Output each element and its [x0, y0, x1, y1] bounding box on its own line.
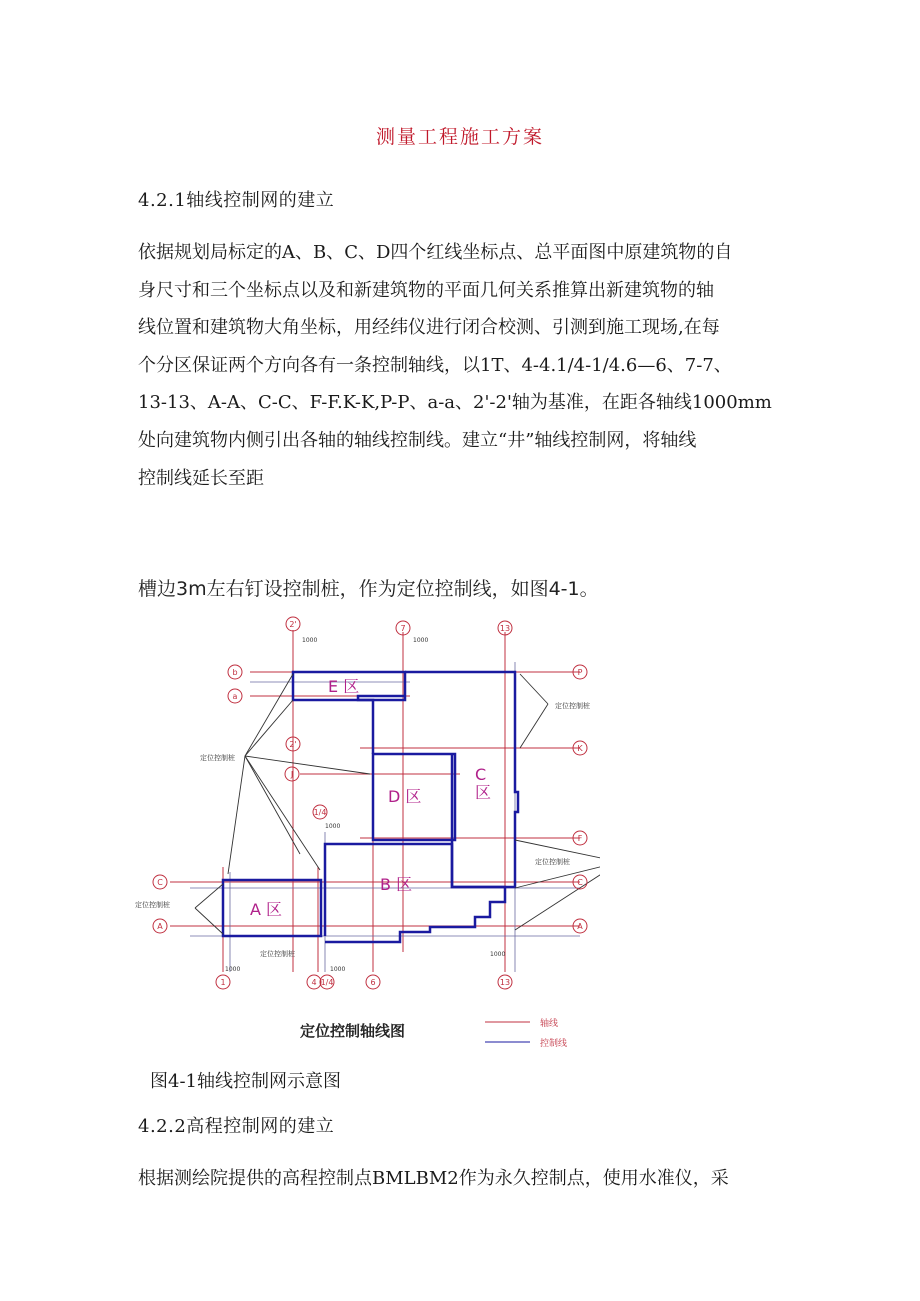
dimension-label: 1000	[413, 637, 429, 644]
dimension-label: 1000	[330, 966, 346, 973]
pointer-line	[245, 700, 293, 756]
paragraph-line: 根据测绘院提供的高程控制点BMLBM2作为永久控制点，使用水准仪，采	[138, 1168, 729, 1189]
control-pile-notes	[135, 701, 590, 958]
pointer-line	[228, 756, 245, 874]
control-pile-label: 定位控制桩	[555, 702, 590, 710]
legend-axis-label: 轴线	[540, 1019, 559, 1029]
paragraph-line: 线位置和建筑物大角坐标，用经纬仪进行闭合校测、引测到施工现场,在每	[138, 317, 720, 339]
dimension-label: 1000	[490, 951, 506, 958]
zone-label-c-suffix: 区	[475, 783, 492, 802]
axis-label: 13	[499, 978, 511, 987]
control-pile-label: 定位控制桩	[135, 901, 170, 909]
control-pile-label: 定位控制桩	[200, 754, 235, 762]
paragraph-line: 依据规划局标定的A、B、C、D四个红线坐标点、总平面图中原建筑物的自	[138, 242, 733, 263]
zone-label-b: B 区	[380, 875, 413, 894]
paragraph-line: 身尺寸和三个坐标点以及和新建筑物的平面几何关系推算出新建筑物的轴	[138, 279, 714, 301]
paragraph-elevation-control	[138, 1160, 798, 1198]
paragraph-line: 个分区保证两个方向各有一条控制轴线，以1T、4-4.1/4-1/4.6—6、7-7、	[138, 354, 732, 376]
zone-label-e: E 区	[328, 677, 360, 696]
axis-label: A	[157, 922, 163, 931]
pointer-line	[520, 704, 548, 748]
control-pile-label: 定位控制桩	[260, 950, 295, 958]
axis-label: 2'	[289, 620, 297, 629]
axis-label: 13	[499, 624, 511, 633]
section-heading-4-2-1: 4.2.1轴线控制网的建立	[138, 190, 335, 211]
axis-label: 7	[400, 624, 406, 633]
zone-label-c: C	[475, 765, 487, 784]
axis-label: P	[577, 668, 583, 677]
pointer-line	[195, 908, 223, 934]
axis-label: 4	[311, 978, 317, 987]
control-pile-label: 定位控制桩	[535, 858, 570, 866]
figure-caption: 图4-1轴线控制网示意图	[150, 1071, 341, 1092]
axis-label: 1/4	[313, 808, 327, 817]
page-title: 测量工程施工方案	[375, 126, 544, 148]
dimension-label: 1000	[302, 637, 318, 644]
section-heading-4-2-2: 4.2.2高程控制网的建立	[138, 1116, 335, 1137]
axis-label: a	[232, 692, 238, 701]
paragraph-axis-control	[138, 234, 798, 497]
dimension-label: 1000	[325, 823, 341, 830]
axis-label: K	[577, 744, 583, 753]
paragraph-line: 13-13、A-A、C-C、F-F.K-K,P-P、a-a、2'-2'轴为基准，在距各轴线1000mm	[138, 392, 772, 414]
axis-label: C	[577, 878, 583, 887]
connector-outline	[358, 696, 405, 754]
zone-c-outline	[405, 672, 518, 887]
zone-label-a: A 区	[250, 900, 283, 919]
axis-label: 6	[370, 978, 376, 987]
axis-label: 2'	[289, 740, 297, 749]
axis-label: b	[232, 668, 238, 677]
pointer-line	[245, 756, 370, 774]
legend-control-label: 控制线	[540, 1039, 568, 1049]
axis-label: C	[157, 878, 163, 887]
pointer-line	[245, 756, 320, 870]
paragraph-line: 控制线延长至距	[138, 467, 264, 489]
axis-label: A	[577, 922, 583, 931]
dimension-label: 1000	[225, 966, 241, 973]
figure-title: 定位控制轴线图	[300, 1022, 406, 1040]
dimension-labels	[225, 637, 505, 973]
control-axis-figure	[130, 612, 600, 1052]
axis-label: J	[290, 770, 294, 779]
zone-b-outline	[325, 844, 505, 942]
paragraph-control-piles: 槽边3m左右钉设控制桩，作为定位控制线，如图4-1。	[138, 578, 599, 600]
axis-label: F	[577, 834, 583, 843]
pointer-line	[520, 674, 548, 704]
axis-label: 1/4	[320, 978, 334, 987]
pointer-line	[515, 862, 600, 930]
pointer-line	[195, 884, 223, 908]
zone-label-d: D 区	[388, 787, 422, 806]
paragraph-line: 处向建筑物内侧引出各轴的轴线控制线。建立“井”轴线控制网，将轴线	[138, 429, 697, 451]
axis-label: 1	[220, 978, 226, 987]
